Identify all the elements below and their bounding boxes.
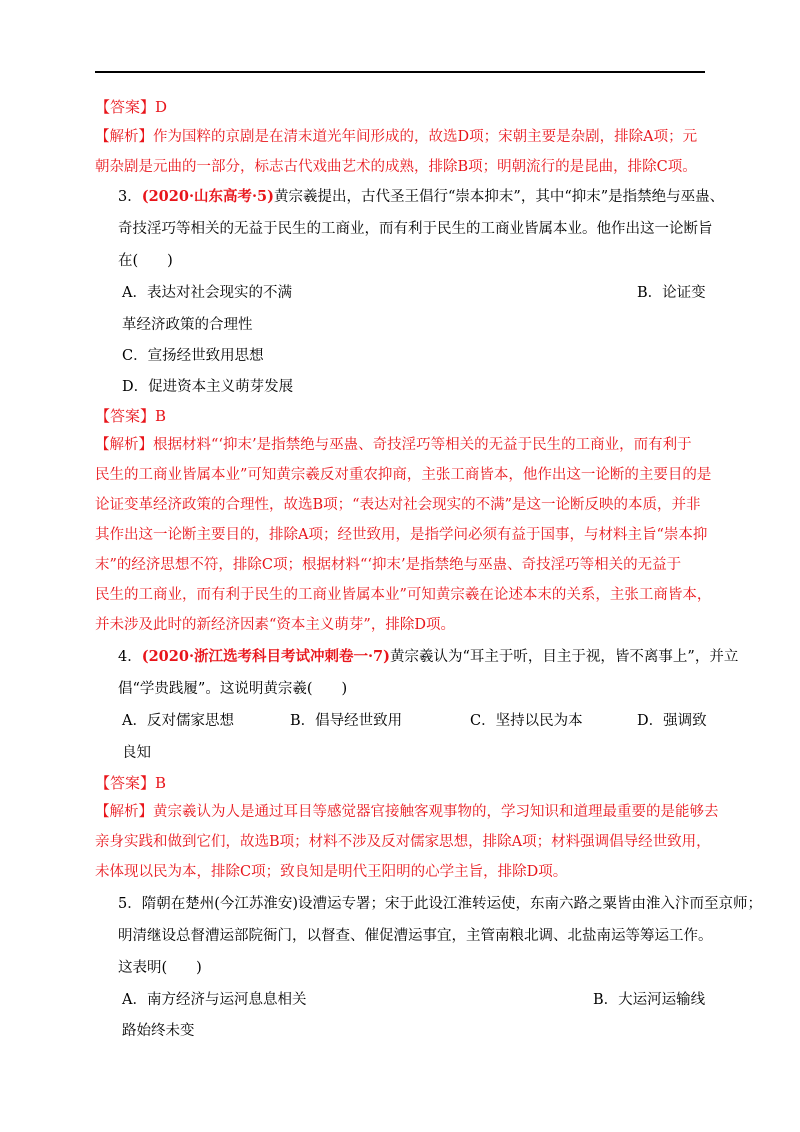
analysis-line: 论证变革经济政策的合理性，故选B项；“表达对社会现实的不满”是这一论断反映的本质，并非 [95,497,701,513]
option-a: A．南方经济与运河息息相关 [122,992,307,1008]
analysis-line: 根据材料“‘抑末’是指禁绝与巫蛊、奇技淫巧等相关的无益于民生的工商业，而有利于 [153,437,692,453]
option-b-continued: 革经济政策的合理性 [122,317,253,333]
question-number: 5． [118,896,142,912]
answer-value: D [155,98,168,116]
question-stem-line: 倡“学贵践履”。这说明黄宗羲( ) [118,681,348,697]
option-d: D．促进资本主义萌芽发展 [122,379,294,395]
q3-answer [95,405,166,427]
analysis-line: 其作出这一论断主要目的，排除A项；经世致用，是指学问必须有益于国事，与材料主旨“崇本抑 [95,527,708,543]
question-source: (2020·山东高考·5) [141,188,274,205]
option-c: C．宣扬经世致用思想 [122,348,264,364]
answer-value: B [155,407,167,425]
question-number: 3． [118,189,142,205]
answer-tag: 【答案】 [95,774,156,792]
option-d: D．强调致 [637,713,707,729]
header-rule [95,71,705,73]
analysis-line: 黄宗羲认为人是通过耳目等感觉器官接触客观事物的，学习知识和道理最重要的是能够去 [153,804,719,820]
question-stem-line: 这表明( ) [118,960,202,976]
question-stem-line: 黄宗羲提出，古代圣王倡行“崇本抑末”，其中“抑末”是指禁绝与巫蛊、 [274,189,725,205]
question-stem-line: 隋朝在楚州(今江苏淮安)设漕运专署；宋于此设江淮转运使，东南六路之粟皆由淮入汴而至京师； [141,896,763,912]
option-b: B．大运河运输线 [593,992,706,1008]
option-b: B．论证变 [637,285,706,301]
option-b-continued: 路始终未变 [122,1023,195,1039]
analysis-tag: 【解析】 [95,804,153,820]
question-number: 4． [118,649,142,665]
option-c: C．坚持以民为本 [470,713,583,729]
analysis-line: 民生的工商业，而有利于民生的工商业皆属本业”可知黄宗羲在论述本末的关系，主张工商皆本， [95,587,712,603]
option-a: A．反对儒家思想 [122,713,234,729]
analysis-line: 末”的经济思想不符，排除C项；根据材料“‘抑末’是指禁绝与巫蛊、奇技淫巧等相关的无益于 [95,557,682,573]
analysis-line: 民生的工商业皆属本业”可知黄宗羲反对重农抑商，主张工商皆本，他作出这一论断的主要目的是 [95,467,712,483]
question-source: (2020·浙江选考科目考试冲刺卷一·7) [141,648,390,665]
question-stem-line: 黄宗羲认为“耳主于听，目主于视，皆不离事上”，并立 [390,649,739,665]
analysis-tag: 【解析】 [95,129,153,145]
option-a: A．表达对社会现实的不满 [122,285,292,301]
question-stem-line: 在( ) [118,253,173,269]
question-stem-line: 明清继设总督漕运部院衙门，以督查、催促漕运事宜，主管南粮北调、北盐南运等筹运工作。 [118,928,713,944]
analysis-line: 作为国粹的京剧是在清末道光年间形成的，故选D项；宋朝主要是杂剧，排除A项；元 [153,129,698,145]
analysis-line: 亲身实践和做到它们，故选B项；材料不涉及反对儒家思想，排除A项；材料强调倡导经世致用， [95,834,711,850]
question-stem-line: 奇技淫巧等相关的无益于民生的工商业，而有利于民生的工商业皆属本业。他作出这一论断旨 [118,221,713,237]
analysis-line: 未体现以民为本，排除C项；致良知是明代王阳明的心学主旨，排除D项。 [95,864,568,880]
answer-tag: 【答案】 [95,98,156,116]
analysis-line: 并未涉及此时的新经济因素“资本主义萌芽”，排除D项。 [95,617,455,633]
analysis-tag: 【解析】 [95,437,153,453]
q4-answer [95,772,166,794]
analysis-line: 朝杂剧是元曲的一部分，标志古代戏曲艺术的成熟，排除B项；明朝流行的是昆曲，排除C项。 [95,159,697,175]
answer-tag: 【答案】 [95,407,156,425]
answer-value: B [155,774,167,792]
option-b: B．倡导经世致用 [290,713,403,729]
option-d-continued: 良知 [122,745,151,761]
